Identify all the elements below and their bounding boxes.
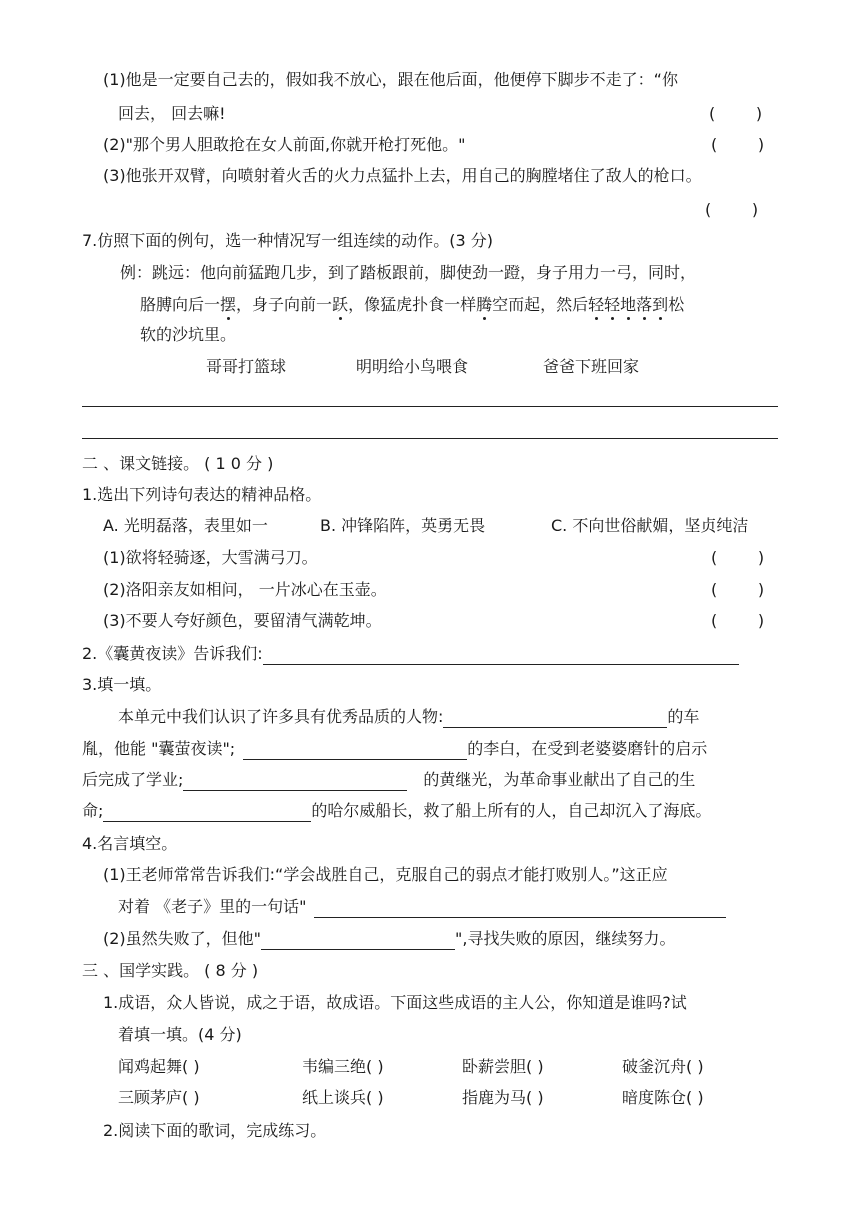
idiom-8[interactable]: 暗度陈仓( ) [622,1088,704,1107]
idiom-2[interactable]: 韦编三绝( ) [302,1057,384,1076]
emphasis-dot: 轻 [604,295,621,314]
idiom-3[interactable]: 卧薪尝胆( ) [462,1057,544,1076]
q7-option-2: 明明给小鸟喂食 [356,357,469,376]
emphasis-dot: 腾 [476,295,493,314]
idiom-7[interactable]: 指鹿为马( ) [462,1088,544,1107]
q7-example-line3: 软的沙坑里。 [140,325,237,344]
emphasis-dot: 跃 [332,295,349,314]
q7-example-line2: 胳膊向后一摆，身子向前一跃，像猛虎扑食一样腾空而起，然后轻轻地落到松 [140,295,685,314]
section3-q1-line1: 1.成语，众人皆说，成之于语，故成语。下面这些成语的主人公，你知道是谁吗?试 [103,993,687,1012]
section2-q4-title: 4.名言填空。 [82,834,178,853]
q7-option-3: 爸爸下班回家 [543,357,640,376]
q3-blank-2[interactable] [243,741,467,760]
q7-example-line1: 例：跳远：他向前猛跑几步，到了踏板跟前，脚使劲一蹬，身子用力一弓，同时， [120,263,697,282]
q7-option-1: 哥哥打篮球 [206,357,287,376]
section2-q1-item-3: (3)不要人夸好颜色，要留清气满乾坤。 [103,611,382,630]
q7-answer-line-2[interactable] [82,438,778,439]
q4-blank-2[interactable] [261,931,455,950]
q6-item2: (2)"那个男人胆敢抢在女人前面,你就开枪打死他。" [103,135,466,154]
emphasis-dot: 落 [636,295,653,314]
section2-q4-item1-line1: (1)王老师常常告诉我们:“学会战胜自己，克服自己的弱点才能打败别人。”这正应 [103,865,668,884]
idiom-1[interactable]: 闻鸡起舞( ) [118,1057,200,1076]
section2-q3-line1: 本单元中我们认识了许多具有优秀品质的人物: 的车 [118,707,700,726]
q3-blank-4[interactable] [103,803,311,822]
section2-q2-blank[interactable] [263,646,739,665]
q6-item2-answer-paren[interactable]: ( ) [711,135,765,154]
q7-title: 7.仿照下面的例句，选一种情况写一组连续的动作。(3 分) [82,231,494,250]
section3-title: 三 、国学实践。 ( 8 分 ) [82,961,259,980]
section3-q2: 2.阅读下面的歌词，完成练习。 [103,1121,327,1140]
emphasis-dot: 摆 [220,295,237,314]
section2-q3-line4: 命; 的哈尔威船长，救了船上所有的人，自己却沉入了海底。 [82,801,712,820]
section2-q2: 2.《囊黄夜读》告诉我们: [82,643,739,665]
section2-q1-title: 1.选出下列诗句表达的精神品格。 [82,485,322,504]
q3-blank-3[interactable] [183,772,407,791]
section2-q1-option-a: A. 光明磊落，表里如一 [103,516,268,535]
section2-q1-option-c: C. 不向世俗献媚，坚贞纯洁 [551,516,749,535]
section2-q1-item-2: (2)洛阳亲友如相问， 一片冰心在玉壶。 [103,580,387,599]
section2-q3-line2: 胤，他能 "囊萤夜读"; 的李白，在受到老婆婆磨针的启示 [82,739,708,758]
section2-q3-line3: 后完成了学业; 的黄继光，为革命事业献出了自己的生 [82,770,696,789]
q7-answer-line-1[interactable] [82,406,778,407]
section2-q1-item-3-paren[interactable]: ( ) [711,611,765,630]
idiom-4[interactable]: 破釜沉舟( ) [622,1057,704,1076]
idiom-6[interactable]: 纸上谈兵( ) [302,1088,384,1107]
section2-q1-option-b: B. 冲锋陷阵，英勇无畏 [320,516,486,535]
q4-blank-1[interactable] [314,899,726,918]
section2-q1-item-2-paren[interactable]: ( ) [711,580,765,599]
section2-q4-item1-line2: 对着 《老子》里的一句话" [118,896,726,918]
q6-item1-line1: (1)他是一定要自己去的，假如我不放心，跟在他后面，他便停下脚步不走了：“你 [103,70,678,89]
q6-item1-line2: 回去， 回去嘛! [118,104,226,123]
q6-item3-answer-paren[interactable]: ( ) [705,200,759,219]
section2-q1-item-1-paren[interactable]: ( ) [711,548,765,567]
q6-item1-answer-paren[interactable]: ( ) [709,104,763,123]
section3-q1-line2: 着填一填。(4 分) [118,1025,242,1044]
section2-title: 二 、课文链接。 ( 1 0 分 ) [82,454,274,473]
section2-q3-title: 3.填一填。 [82,675,162,694]
emphasis-dot: 地 [620,295,637,314]
section2-q4-item2: (2)虽然失败了，但他" ",寻找失败的原因，继续努力。 [103,929,676,948]
q6-item3: (3)他张开双臂，向喷射着火舌的火力点猛扑上去，用自己的胸膛堵住了敌人的枪口。 [103,166,702,185]
idiom-5[interactable]: 三顾茅庐( ) [118,1088,200,1107]
q3-blank-1[interactable] [443,709,667,728]
section2-q1-item-1: (1)欲将轻骑逐，大雪满弓刀。 [103,548,318,567]
emphasis-dot: 到 [652,295,669,314]
emphasis-dot: 轻 [588,295,605,314]
